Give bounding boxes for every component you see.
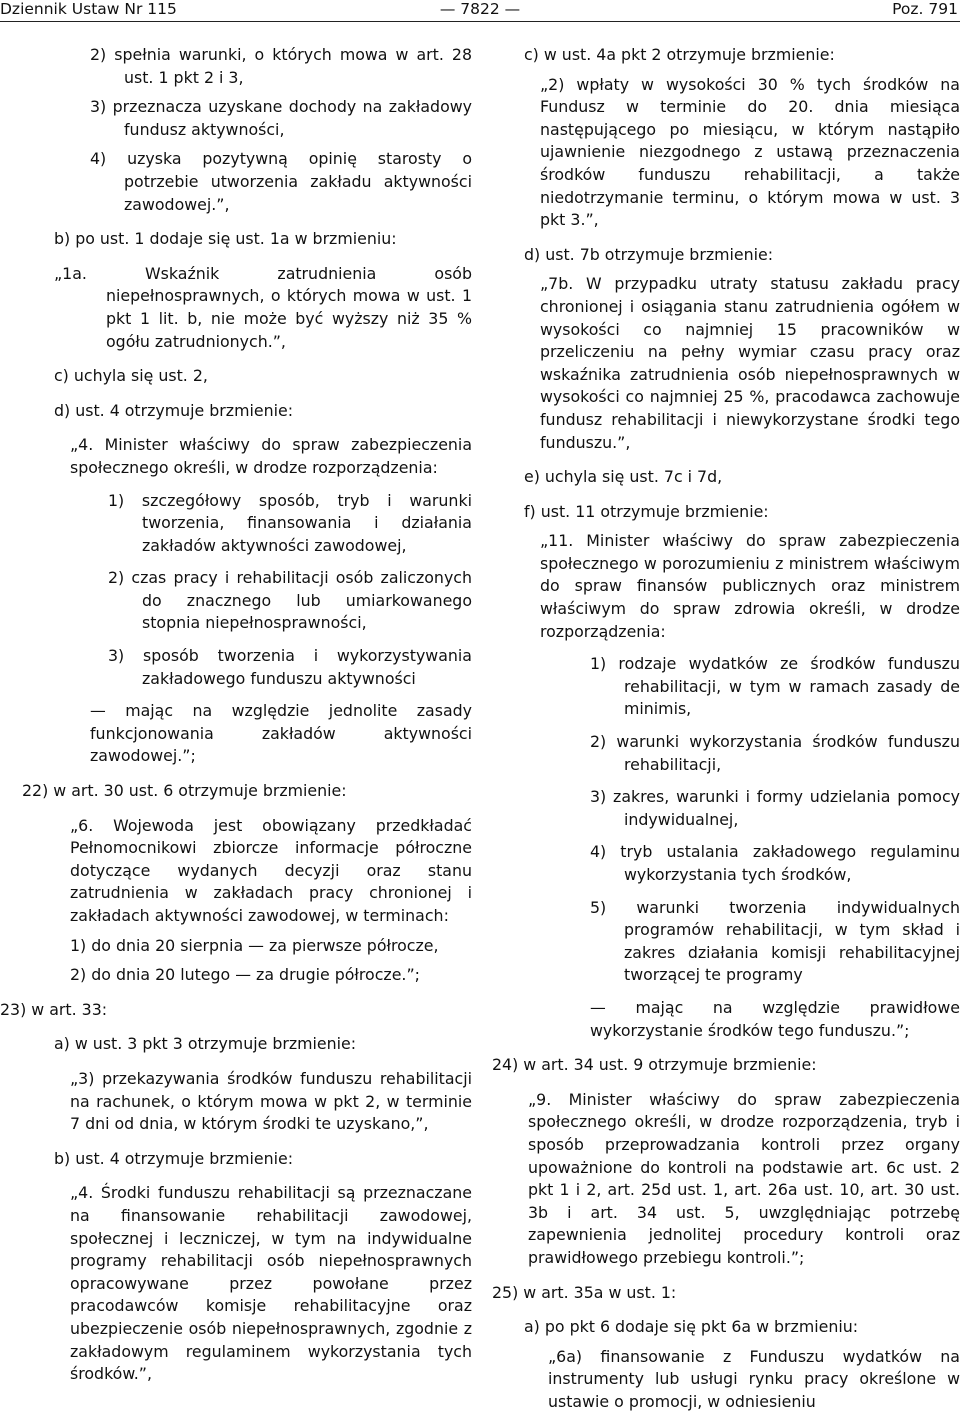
- journal-title: Dziennik Ustaw Nr 115: [0, 0, 177, 18]
- right-column: [492, 44, 960, 1413]
- paragraph: 22) w art. 30 ust. 6 otrzymuje brzmienie:: [22, 781, 347, 801]
- paragraph: 24) w art. 34 ust. 9 otrzymuje brzmienie:: [492, 1055, 817, 1075]
- paragraph: 2) warunki wykorzystania środków funduszu rehabilitacji,: [590, 732, 960, 774]
- paragraph: — mając na względzie prawidłowe wykorzystanie środków tego funduszu.”;: [590, 997, 960, 1040]
- paragraph: 1) do dnia 20 sierpnia — za pierwsze półrocze,: [70, 935, 439, 955]
- paragraph: 23) w art. 33:: [0, 999, 108, 1019]
- paragraph: „6a) finansowanie z Funduszu wydatków na instrumenty lub usługi rynku pracy określone w ustawie o promocji, w odniesieniu: [548, 1346, 960, 1411]
- paragraph: „9. Minister właściwy do spraw zabezpieczenia społecznego określi, w drodze rozporządzenia, tryb i sposób przeprowadzania kontroli przez organy upoważnione do kontroli na podstawie art. 6c ust. 2 pkt 1 i 2, art. 25d ust. 1, art. 26a ust. 10, art. 30 ust. 3b i art. 34 ust. 5, uwzględniając potrzebę zapewnienia jednolitej procedury kontroli oraz prawidłowego przebiegu kontroli.”;: [528, 1089, 960, 1267]
- paragraph: d) ust. 7b otrzymuje brzmienie:: [524, 244, 774, 264]
- paragraph: [54, 263, 472, 353]
- paragraph: 2) spełnia warunki, o których mowa w art. 28 ust. 1 pkt 2 i 3,: [90, 45, 472, 87]
- paragraph: „7b. W przypadku utraty statusu zakładu pracy chronionej i osiągania stanu zatrudnienia ogółem w wysokości co najmniej 15 pracowników w przeliczeniu na pełny wymiar czasu pracy oraz wskaźnika zatrudnienia osób niepełnosprawnych w wysokości co najmniej 25 %, pracodawca zachowuje fundusz rehabilitacji i niewykorzystane środki tego funduszu.”,: [540, 274, 960, 452]
- position-number: Poz. 791: [892, 0, 958, 18]
- paragraph: 3) sposób tworzenia i wykorzystywania zakładowego funduszu aktywności: [108, 646, 472, 688]
- paragraph: e) uchyla się ust. 7c i 7d,: [524, 467, 723, 487]
- paragraph: b) po ust. 1 dodaje się ust. 1a w brzmieniu:: [54, 229, 397, 249]
- paragraph: b) ust. 4 otrzymuje brzmienie:: [54, 1148, 294, 1168]
- paragraph: a) w ust. 3 pkt 3 otrzymuje brzmienie:: [54, 1034, 357, 1054]
- paragraph: „3) przekazywania środków funduszu rehabilitacji na rachunek, o którym mowa w pkt 2, w terminie 7 dni od dnia, w którym środki te uzyskano,”,: [70, 1068, 472, 1134]
- paragraph: 5) warunki tworzenia indywidualnych programów rehabilitacji, w tym skład i zakres działania komisji rehabilitacyjnej tworzącej te programy: [590, 897, 960, 985]
- paragraph: — mając na względzie jednolite zasady funkcjonowania zakładów aktywności zawodowej.”;: [90, 701, 472, 766]
- paragraph: 2) do dnia 20 lutego — za drugie półrocze.”;: [70, 965, 420, 985]
- left-column: [0, 44, 472, 1386]
- paragraph: „6. Wojewoda jest obowiązany przedkładać Pełnomocnikowi zbiorcze informacje półroczne dotyczące wydanych decyzji oraz stanu zatrudnienia w zakładach pracy chronionej i zakładach aktywności zawodowej, w terminach:: [70, 815, 472, 925]
- paragraph: d) ust. 4 otrzymuje brzmienie:: [54, 400, 294, 420]
- paragraph: a) po pkt 6 dodaje się pkt 6a w brzmieniu:: [524, 1317, 859, 1337]
- paragraph: 1) rodzaje wydatków ze środków funduszu rehabilitacji, w tym w ramach zasady de minimis,: [590, 654, 960, 719]
- paragraph: 3) przeznacza uzyskane dochody na zakładowy fundusz aktywności,: [90, 97, 472, 139]
- paragraph: c) w ust. 4a pkt 2 otrzymuje brzmienie:: [524, 45, 835, 64]
- paragraph: 2) czas pracy i rehabilitacji osób zaliczonych do znacznego lub umiarkowanego stopnia niepełnosprawności,: [108, 568, 472, 633]
- paragraph: „4. Środki funduszu rehabilitacji są przeznaczane na finansowanie rehabilitacji zawodowej, społecznej i leczniczej, w tym na indywidualne programy rehabilitacji osób niepełnosprawnych opracowywane przez powołane przez pracodawców komisje rehabilitacyjne oraz ubezpieczenie osób niepełnosprawnych, zgodnie z zakładowym regulaminem wykorzystania tych środków.”,: [70, 1183, 472, 1384]
- paragraph: „4. Minister właściwy do spraw zabezpieczenia społecznego określi, w drodze rozporządzenia:: [70, 435, 472, 477]
- paragraph: „2) wpłaty w wysokości 30 % tych środków na Fundusz w terminie do 20. dnia miesiąca następującego po miesiącu, w którym nastąpiło ujawnienie niezgodnego z ustawą przeznaczenia środków funduszu rehabilitacji, a także niedotrzymanie terminu, o którym mowa w ust. 3 pkt 3.”,: [540, 74, 960, 230]
- paragraph: 4) tryb ustalania zakładowego regulaminu wykorzystania tych środków,: [590, 842, 960, 884]
- paragraph: 3) zakres, warunki i formy udzielania pomocy indywidualnej,: [590, 787, 960, 829]
- paragraph: 4) uzyska pozytywną opinię starosty o potrzebie utworzenia zakładu aktywności zawodowej.”,: [90, 149, 472, 214]
- page-header: [0, 0, 960, 20]
- paragraph: c) uchyla się ust. 2,: [54, 366, 208, 386]
- paragraph: 25) w art. 35a w ust. 1:: [492, 1282, 677, 1302]
- paragraph: „11. Minister właściwy do spraw zabezpieczenia społecznego w porozumieniu z ministrem właściwym do spraw finansów publicznych oraz ministrem właściwym do spraw zdrowia określi, w drodze rozporządzenia:: [540, 531, 960, 641]
- page-number: — 7822 —: [439, 0, 521, 18]
- paragraph: f) ust. 11 otrzymuje brzmienie:: [524, 501, 769, 521]
- paragraph: 1) szczegółowy sposób, tryb i warunki tworzenia, finansowania i działania zakładów aktywności zawodowej,: [108, 490, 472, 555]
- header-rule: [0, 21, 960, 22]
- paragraph-text: „1a. Wskaźnik zatrudnienia osób niepełnosprawnych, o których mowa w ust. 1 pkt 1 lit. b, nie może być wyższy niż 35 % ogółu zatrudnionych.”,: [54, 263, 472, 351]
